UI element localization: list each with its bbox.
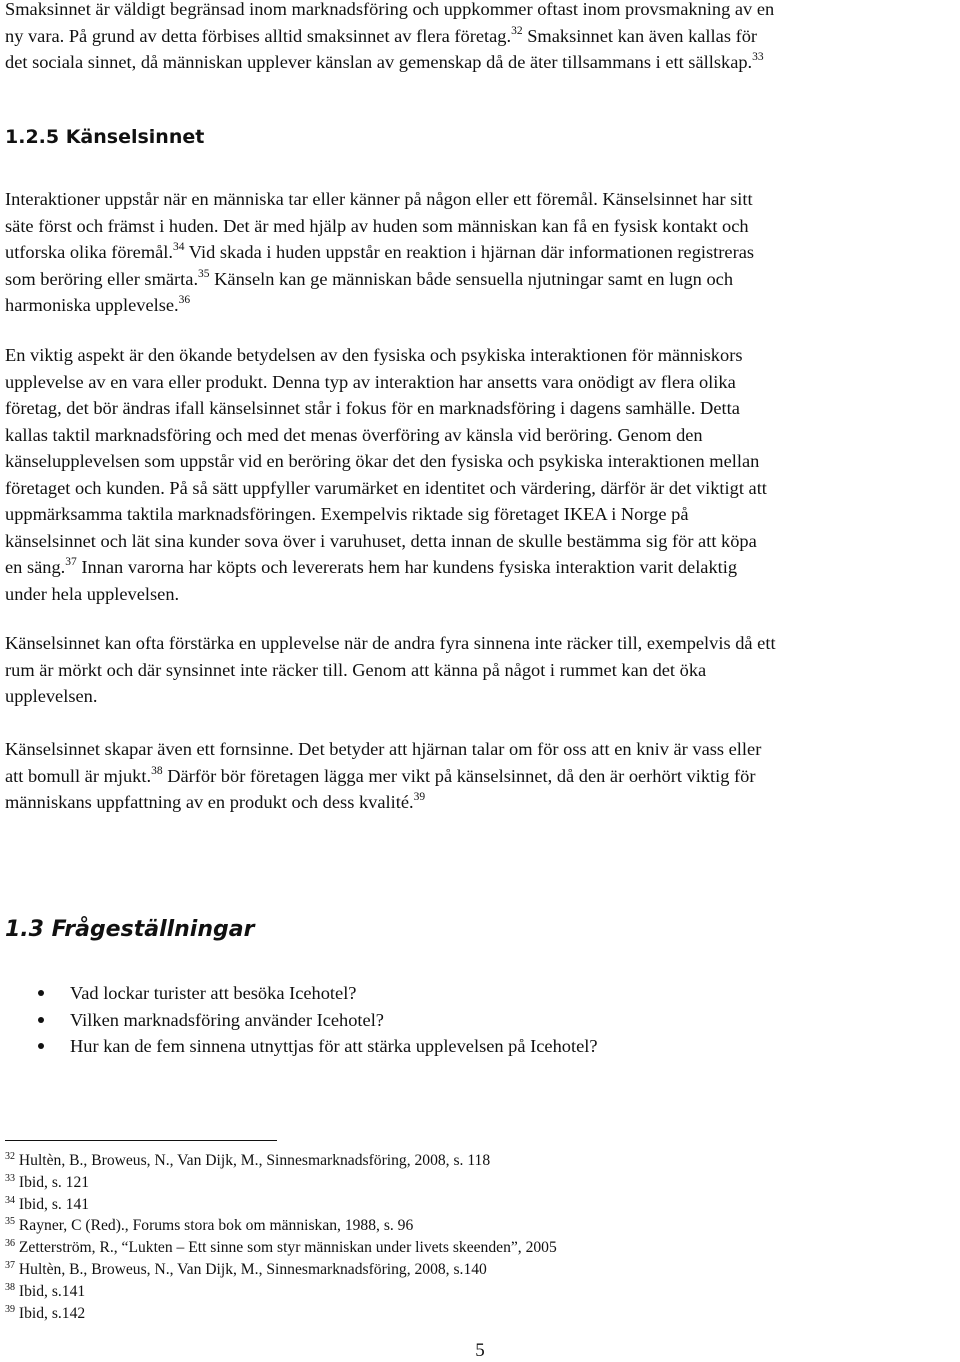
- footnote-number: 36: [5, 1238, 15, 1250]
- text-line: upplevelsen.: [5, 686, 98, 706]
- paragraph-3: [5, 630, 943, 710]
- paragraph-4: [5, 736, 943, 816]
- footnote-ref: 32: [511, 24, 523, 37]
- text-run: ny vara. På grund av detta förbises alltid smaksinnet av flera företag.: [5, 25, 512, 46]
- text-line: under hela upplevelsen.: [5, 583, 180, 604]
- text-line: känselsinnet och lät sina kunder sova över i varuhuset, detta innan de skulle bestämma sig för att köpa: [5, 530, 757, 551]
- text-run: som beröring eller smärta.: [5, 268, 199, 289]
- list-item: [0, 980, 900, 1007]
- bullet-icon: [38, 990, 44, 996]
- text-line: [5, 23, 943, 50]
- text-line: kallas taktil marknadsföring och med det menas överföring av känsla vid beröring. Genom den: [5, 424, 703, 445]
- text-run: utforska olika föremål.: [5, 242, 174, 262]
- section-heading-1-3: 1.3 Frågeställningar: [5, 917, 255, 942]
- footnote-text: Ibid, s. 121: [15, 1173, 90, 1191]
- footnote: [5, 1237, 905, 1259]
- footnote-text: Zetterström, R., “Lukten – Ett sinne som styr människan under livets skeenden”, 2005: [15, 1239, 557, 1257]
- text-line: [5, 266, 943, 293]
- footnote-text: Ibid, s.141: [15, 1282, 86, 1300]
- footnote-ref: 33: [752, 51, 764, 63]
- page-number: 5: [475, 1340, 485, 1361]
- footnote-text: Hultèn, B., Broweus, N., Van Dijk, M., Sinnesmarknadsföring, 2008, s.140: [15, 1260, 487, 1278]
- list-item-text: Hur kan de fem sinnena utnyttjas för att stärka upplevelsen på Icehotel?: [70, 1036, 598, 1056]
- text-run: Vid skada i huden uppstår en reaktion i hjärnan där informationen registreras: [184, 242, 755, 262]
- text-run: människans uppfattning av en produkt och dess kvalité.: [5, 792, 414, 812]
- footnote-text: Ibid, s.142: [15, 1304, 86, 1322]
- text-line: [5, 789, 943, 816]
- text-run: att bomull är mjukt.: [5, 765, 152, 786]
- footnote: [5, 1194, 905, 1216]
- text-line: Smaksinnet är väldigt begränsad inom marknadsföring och uppkommer oftast inom provsmakning av en: [5, 0, 775, 19]
- footnote-ref: 38: [151, 764, 163, 777]
- text-line: [5, 292, 943, 319]
- footnote-number: 32: [5, 1151, 15, 1162]
- footnote-ref: 37: [65, 556, 77, 568]
- text-line: företaget och kunden. På så sätt uppfyller varumärket en identitet och värdering, därför är det viktigt att: [5, 477, 767, 498]
- footnote-separator: [5, 1140, 277, 1141]
- list-item-text: Vad lockar turister att besöka Icehotel?: [70, 983, 357, 1003]
- footnotes: [5, 1150, 905, 1324]
- list-item: [0, 1033, 900, 1060]
- text-line: upplevelse av en vara eller produkt. Denna typ av interaktion har ansetts vara onödigt av flera olika: [5, 371, 736, 392]
- list-item: [0, 1007, 900, 1034]
- text-run: Innan varorna har köpts och levererats hem har kundens fysiska interaktion varit delaktig: [76, 557, 738, 577]
- footnote-number: 33: [5, 1172, 15, 1184]
- text-line: Känselsinnet kan ofta förstärka en upplevelse när de andra fyra sinnena inte räcker till, exempelvis då ett: [5, 633, 776, 653]
- footnote-ref: 36: [178, 294, 191, 306]
- footnote-number: 37: [5, 1259, 15, 1271]
- text-line: En viktig aspekt är den ökande betydelsen av den fysiska och psykiska interaktionen för människors: [5, 345, 743, 365]
- intro-paragraph: [5, 0, 943, 76]
- text-line: [5, 763, 943, 790]
- footnote: [5, 1281, 905, 1303]
- footnote: [5, 1303, 905, 1325]
- bullet-icon: [38, 1017, 44, 1023]
- text-run: Känseln kan ge människan både sensuella njutningar samt en lugn och: [209, 268, 734, 289]
- text-line: företag, det bör ändras ifall känselsinnet står i fokus för en marknadsföring i dagens samhälle. Detta: [5, 398, 740, 418]
- footnote-number: 39: [5, 1303, 15, 1315]
- text-run: Därför bör företagen lägga mer vikt på känselsinnet, då den är oerhört viktig för: [162, 765, 756, 786]
- paragraph-1: [5, 186, 943, 319]
- text-line: Interaktioner uppstår när en människa tar eller känner på någon eller ett föremål. Känselsinnet har sitt: [5, 189, 753, 209]
- footnote-number: 34: [5, 1194, 15, 1206]
- text-line: rum är mörkt och där synsinnet inte räcker till. Genom att känna på något i rummet kan det öka: [5, 659, 707, 680]
- text-line: [5, 554, 943, 581]
- section-heading-1-2-5: 1.2.5 Känselsinnet: [5, 126, 205, 148]
- footnote-number: 35: [5, 1216, 15, 1228]
- text-line: säte först och främst i huden. Det är med hjälp av huden som människan kan få en fysisk kontakt och: [5, 215, 749, 236]
- footnote-ref: 39: [413, 791, 426, 803]
- footnote: [5, 1150, 905, 1172]
- text-run: en säng.: [5, 557, 66, 577]
- footnote: [5, 1215, 905, 1237]
- text-line: [5, 49, 943, 76]
- footnote-ref: 35: [198, 267, 210, 280]
- text-line: känselupplevelsen som uppstår vid en beröring ökar det den fysiska och psykiska interaktionen mellan: [5, 451, 760, 471]
- footnote-ref: 34: [173, 241, 185, 253]
- footnote: [5, 1259, 905, 1281]
- footnote-text: Rayner, C (Red)., Forums stora bok om människan, 1988, s. 96: [15, 1217, 414, 1235]
- list-item-text: Vilken marknadsföring använder Icehotel?: [70, 1009, 384, 1030]
- text-line: [5, 239, 943, 266]
- footnote-text: Ibid, s. 141: [15, 1195, 90, 1213]
- footnote-text: Hultèn, B., Broweus, N., Van Dijk, M., Sinnesmarknadsföring, 2008, s. 118: [15, 1152, 491, 1169]
- bullet-icon: [38, 1043, 44, 1049]
- text-run: det sociala sinnet, då människan upplever känslan av gemenskap då de äter tillsammans i ett sällskap.: [5, 52, 753, 72]
- text-run: harmoniska upplevelse.: [5, 295, 179, 315]
- question-list: [0, 980, 900, 1060]
- footnote: [5, 1172, 905, 1194]
- text-line: uppmärksamma taktila marknadsföringen. Exempelvis riktade sig företaget IKEA i Norge på: [5, 504, 689, 524]
- text-run: Smaksinnet kan även kallas för: [522, 25, 758, 46]
- text-line: Känselsinnet skapar även ett fornsinne. Det betyder att hjärnan talar om för oss att en kniv är vass eller: [5, 739, 762, 759]
- footnote-number: 38: [5, 1281, 15, 1293]
- paragraph-2: [5, 342, 943, 607]
